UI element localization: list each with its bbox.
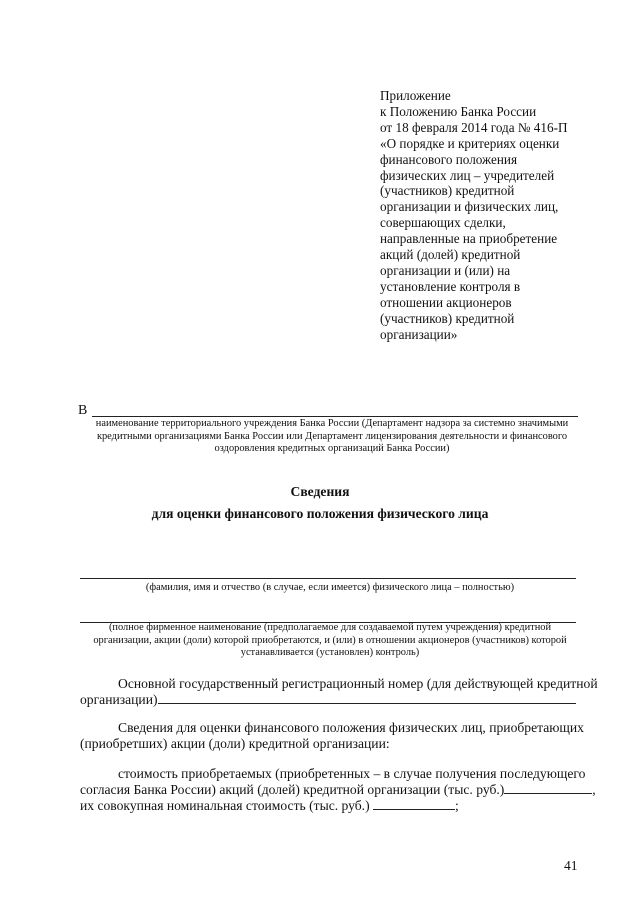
appendix-line: направленные на приобретение [380, 231, 558, 247]
appendix-line: финансового положения [380, 151, 518, 167]
addressee-caption: наименование территориального учреждения Банка России (Департамент надзора за системно значимыми кредитными организациями Банка России или Департамент лицензирования деятельности и финансового оздоровления кредитных организаций Банка России) [95, 418, 569, 455]
financial-info-paragraph [80, 720, 584, 752]
ogrn-line-2 [80, 692, 580, 708]
ogrn-line-1: Основной государственный регистрационный номер (для действующей кредитной [118, 676, 598, 691]
appendix-line: к Положению Банка России [380, 103, 537, 119]
appendix-line: (участников) кредитной [380, 183, 515, 199]
appendix-line: отношении акционеров [380, 294, 512, 310]
nominal-line-end: ; [455, 798, 459, 814]
document-subtitle: для оценки финансового положения физического лица [151, 506, 489, 521]
nominal-label: их совокупная номинальная стоимость (тыс. руб.) [80, 798, 370, 814]
appendix-header [380, 88, 582, 343]
cost-label: согласия Банка России) акций (долей) кредитной организации (тыс. руб.) [80, 782, 505, 798]
cost-paragraph [80, 766, 596, 815]
cost-line-end: , [592, 782, 596, 798]
document-title: Сведения [290, 484, 350, 499]
financial-info-line-1: Сведения для оценки финансового положения физических лиц, приобретающих [118, 720, 584, 735]
appendix-line: организации и физических лиц, [380, 199, 559, 215]
cost-line-2 [80, 782, 596, 798]
page-number: 41 [564, 858, 578, 873]
ogrn-label: организации) [80, 692, 158, 708]
cost-line-1: стоимость приобретаемых (приобретенных – в случае получения последующего [118, 766, 586, 781]
addressee-prefix: В [78, 403, 88, 418]
appendix-line: совершающих сделки, [380, 215, 506, 231]
appendix-line: физических лиц – учредителей [380, 167, 555, 183]
appendix-line: Приложение [380, 88, 451, 103]
cost-blank[interactable] [504, 782, 592, 794]
appendix-line: установление контроля в [380, 278, 521, 294]
org-name-caption: (полное фирменное наименование (предполагаемое для создаваемой путем учреждения) кредитной организации, акции (доли) которой приобретаются, и (или) в отношении акционеров (участников) которой устанавливается (установлен) контроль) [93, 622, 567, 659]
addressee-row [78, 403, 578, 419]
appendix-line: «О порядке и критериях оценки [380, 135, 560, 151]
person-name-blank-line[interactable] [80, 578, 576, 579]
appendix-line: от 18 февраля 2014 года № 416-П [380, 119, 568, 135]
appendix-line: акций (долей) кредитной [380, 247, 521, 263]
ogrn-paragraph [80, 676, 598, 708]
cost-line-3 [80, 798, 580, 814]
appendix-line: организации и (или) на [380, 262, 511, 278]
addressee-blank-line[interactable] [92, 416, 578, 417]
appendix-line: (участников) кредитной [380, 310, 515, 326]
ogrn-blank[interactable] [158, 692, 576, 704]
person-name-caption: (фамилия, имя и отчество (в случае, если имеется) физического лица – полностью) [145, 582, 515, 593]
appendix-line: организации» [380, 326, 458, 342]
nominal-cost-blank[interactable] [373, 798, 455, 810]
financial-info-line-2: (приобретших) акции (доли) кредитной организации: [80, 736, 390, 752]
